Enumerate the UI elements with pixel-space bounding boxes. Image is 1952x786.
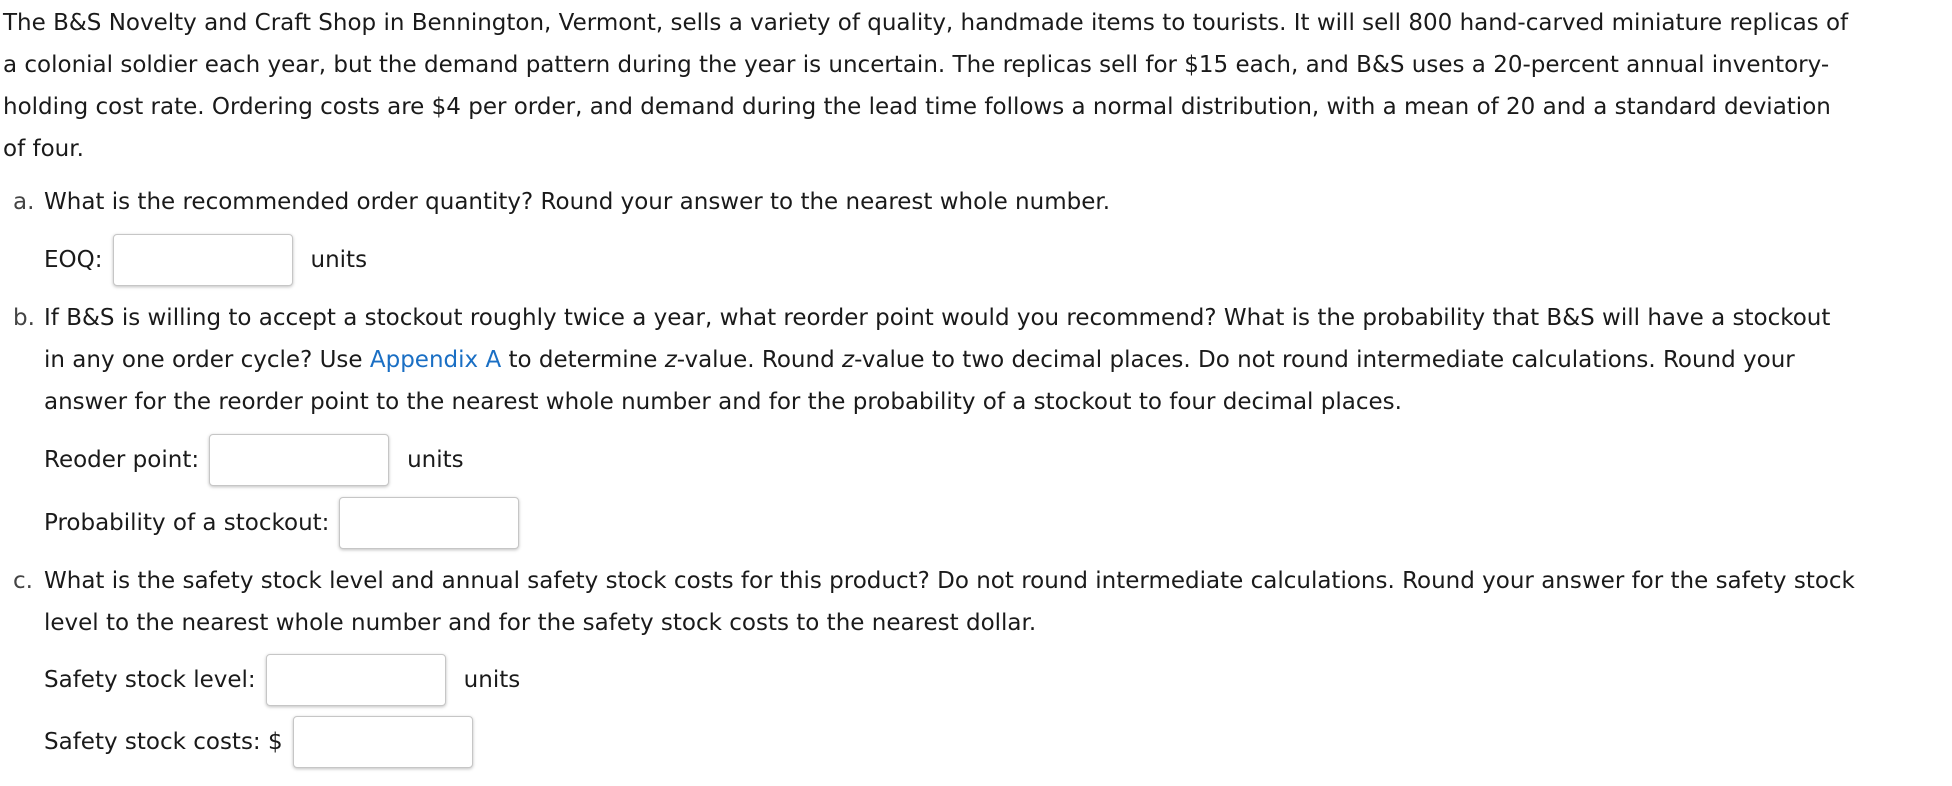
reorder-point-row: [44, 434, 464, 486]
safety-stock-costs-label: Safety stock costs: $: [44, 729, 283, 755]
problem-statement: [3, 2, 1948, 170]
text-span: -value. Round: [676, 347, 842, 373]
part-b-marker: b.: [13, 305, 35, 331]
appendix-a-link[interactable]: Appendix A: [369, 347, 502, 373]
part-a-marker: a.: [13, 189, 35, 215]
part-c-text: [44, 560, 1948, 644]
part-c-marker: c.: [13, 568, 33, 594]
part-c-line: level to the nearest whole number and for the safety stock costs to the nearest dollar.: [44, 610, 1037, 636]
safety-stock-level-input[interactable]: [266, 654, 446, 706]
safety-stock-level-label: Safety stock level:: [44, 667, 256, 693]
reorder-point-unit: units: [407, 447, 464, 473]
intro-line: holding cost rate. Ordering costs are $4 per order, and demand during the lead time follows a normal distribution, with a mean of 20 and a standard deviation: [3, 94, 1831, 120]
text-span: -value to two decimal places. Do not round intermediate calculations. Round your: [854, 347, 1795, 373]
part-c-line: What is the safety stock level and annual safety stock costs for this product? Do not round intermediate calculations. Round your answer for the safety stock: [44, 568, 1855, 594]
part-b-question: [13, 297, 1948, 423]
part-c-question: [13, 560, 1948, 644]
z-variable: z: [842, 347, 855, 373]
z-variable: z: [664, 347, 677, 373]
intro-line: The B&S Novelty and Craft Shop in Bennington, Vermont, sells a variety of quality, handmade items to tourists. It will sell 800 hand-carved miniature replicas of: [3, 10, 1849, 36]
reorder-point-label: Reoder point:: [44, 447, 200, 473]
eoq-input[interactable]: [113, 234, 293, 286]
part-a-text: What is the recommended order quantity? Round your answer to the nearest whole number.: [44, 189, 1111, 215]
part-a-question: [13, 181, 1948, 223]
part-b-line: If B&S is willing to accept a stockout roughly twice a year, what reorder point would you recommend? What is the probability that B&S will have a stockout: [44, 305, 1831, 331]
eoq-unit: units: [310, 247, 368, 273]
safety-stock-costs-row: [44, 716, 473, 768]
intro-line: a colonial soldier each year, but the demand pattern during the year is uncertain. The replicas sell for $15 each, and B&S uses a 20-percent annual inventory-: [3, 52, 1830, 78]
part-b-text: [44, 297, 1948, 423]
text-span: to determine: [501, 347, 665, 373]
safety-stock-costs-input[interactable]: [293, 716, 473, 768]
eoq-label: EOQ:: [44, 247, 103, 273]
stockout-probability-label: Probability of a stockout:: [44, 510, 330, 536]
safety-stock-level-row: [44, 654, 520, 706]
stockout-probability-input[interactable]: [339, 497, 519, 549]
reorder-point-input[interactable]: [209, 434, 389, 486]
safety-stock-level-unit: units: [463, 667, 521, 693]
part-b-line: [44, 339, 1948, 381]
text-span: in any one order cycle? Use: [44, 347, 370, 373]
eoq-row: [44, 234, 367, 286]
part-b-line: answer for the reorder point to the nearest whole number and for the probability of a stockout to four decimal places.: [44, 389, 1402, 415]
stockout-probability-row: [44, 497, 519, 549]
intro-line: of four.: [3, 136, 84, 162]
